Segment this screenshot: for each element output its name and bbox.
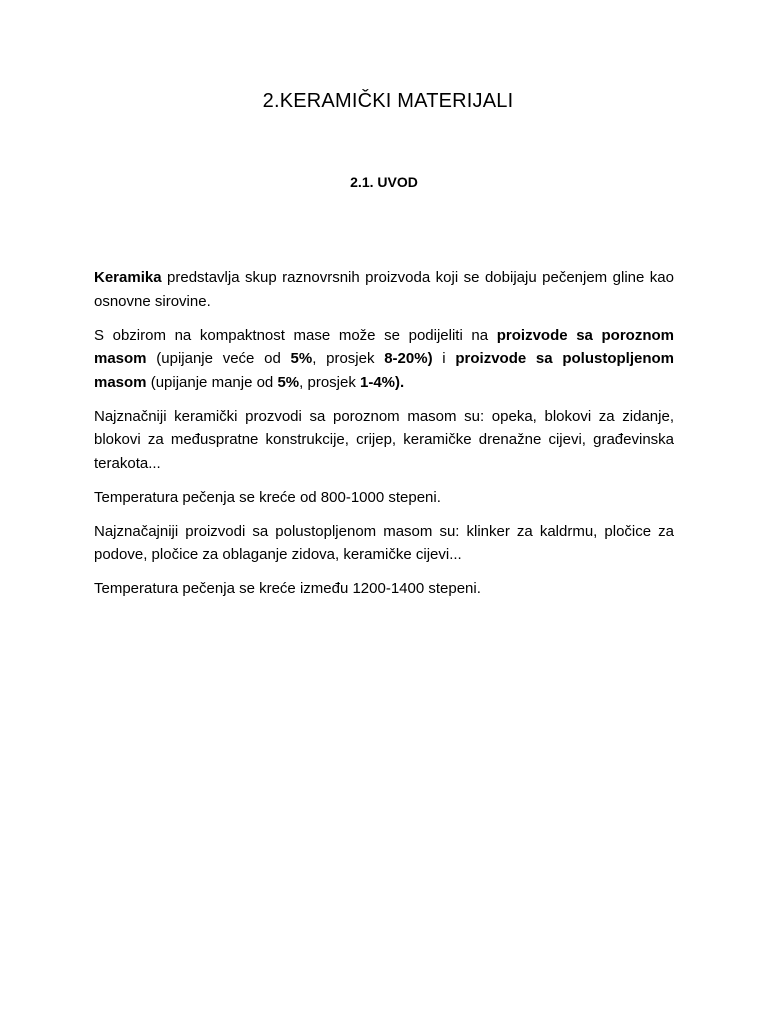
bold-value: 1-4%). [360, 373, 405, 391]
paragraph-keramika-definition [94, 266, 674, 313]
paragraph-text: , prosjek [299, 373, 360, 391]
paragraph-text: S obzirom na kompaktnost mase može se podijeliti na [94, 326, 497, 344]
section-heading: 2.1. UVOD [350, 174, 418, 190]
bold-value: 8-20%) [384, 350, 433, 367]
paragraph-porous-products: Najznačniji keramički prozvodi sa poroznom masom su: opeka, blokovi za zidanje, blokovi za međuspratne konstrukcije, crijep, keramičke drenažne cijevi, građevinska terakota... [94, 407, 674, 472]
paragraph-porous-temperature: Temperatura pečenja se kreće od 800-1000 stepeni. [94, 488, 441, 506]
paragraph-text: , prosjek [312, 350, 385, 367]
paragraph-sintered-temperature: Temperatura pečenja se kreće između 1200-1400 stepeni. [94, 580, 481, 597]
document-body [94, 266, 674, 611]
paragraph-text: (upijanje manje od [146, 373, 278, 391]
document-title: 2.KERAMIČKI MATERIJALI [262, 90, 514, 112]
bold-term: proizvode sa polustopljenom masom [94, 350, 674, 391]
paragraph-sintered-products: Najznačajniji proizvodi sa polustopljenom masom su: klinker za kaldrmu, pločice za podove, pločice za oblaganje zidova, keramičke cijevi... [94, 522, 674, 563]
paragraph-text: i [432, 350, 456, 367]
bold-term: Keramika [94, 269, 162, 286]
paragraph-text: (upijanje veće od [146, 350, 291, 367]
bold-value: 5% [277, 373, 300, 391]
paragraph-text: predstavlja skup raznovrsnih proizvoda koji se dobijaju pečenjem gline kao osnovne sirovine. [94, 269, 674, 310]
bold-term: proizvode sa poroznom masom [94, 326, 674, 367]
paragraph-classification [94, 324, 674, 395]
bold-value: 5% [290, 350, 313, 367]
